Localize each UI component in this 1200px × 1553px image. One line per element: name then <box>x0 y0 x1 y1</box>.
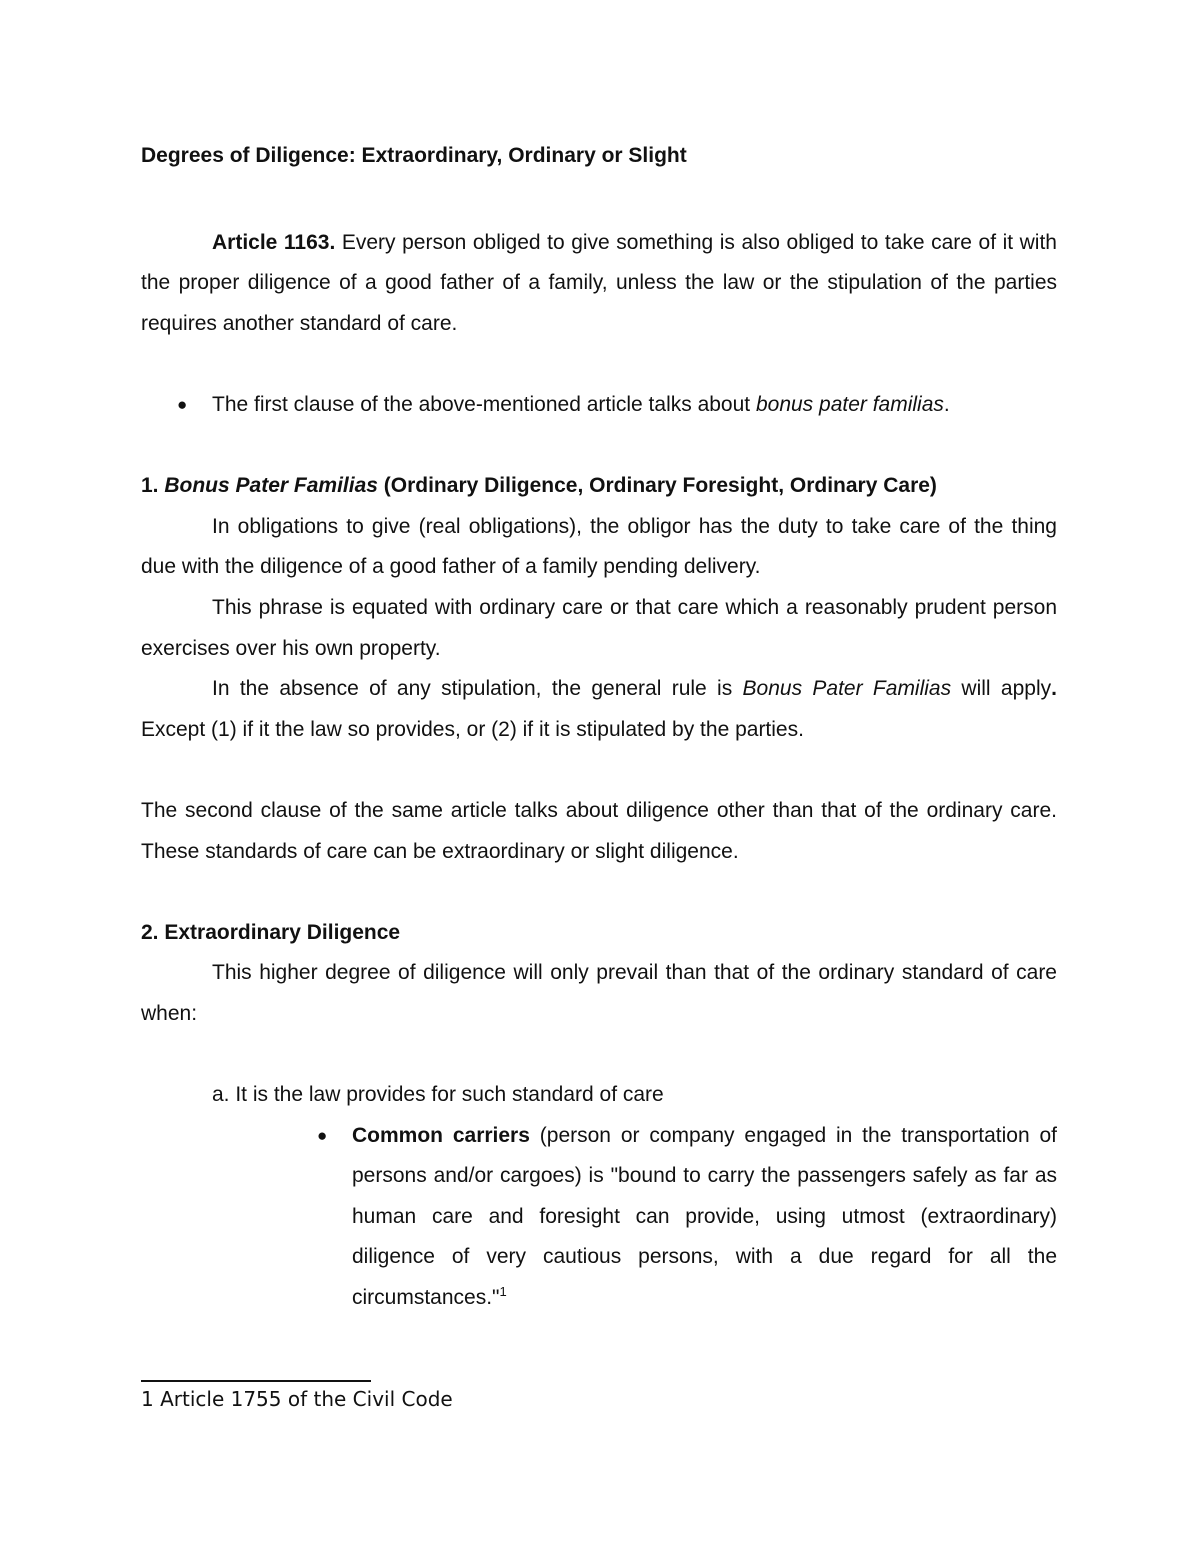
common-carriers-text: (person or company engaged in the transportation of persons and/or cargoes) is "bound to carry the passengers safely as far as human care and foresight can provide, using utmost (extraordinary) diligence of very cautious persons, with a due regard for all the circumstances." <box>352 1123 1057 1310</box>
spacer <box>141 344 1057 385</box>
section1-heading <box>141 466 1057 507</box>
article-text: Every person obliged to give something is also obliged to take care of it with the proper diligence of a good father of a family, unless the law or the stipulation of the parties requires another standard of care. <box>141 230 1057 335</box>
spacer <box>141 872 1057 913</box>
bullet-item-first-clause <box>141 385 1057 426</box>
bullet-emphasis: bonus pater familias <box>755 392 944 416</box>
common-carriers-label: Common carriers <box>352 1123 530 1147</box>
spacer <box>141 750 1057 791</box>
spacer <box>141 182 1057 223</box>
section1-paragraph-3 <box>141 669 1057 750</box>
bullet-item-common-carriers <box>141 1116 1057 1319</box>
section1-heading-italic: Bonus Pater Familias <box>164 474 378 498</box>
para3-start: In the absence of any stipulation, the general rule is <box>212 677 743 701</box>
second-clause-paragraph: The second clause of the same article talks about diligence other than that of the ordinary care. These standards of care can be extraordinary or slight diligence. <box>141 798 1057 863</box>
bullet-end: . <box>943 392 950 416</box>
para3-end: Except (1) if it the law so provides, or (2) if it is stipulated by the parties. <box>141 717 804 741</box>
section1-number: 1. <box>141 474 165 498</box>
section1-paragraph-2: This phrase is equated with ordinary care or that care which a reasonably prudent person exercises over his own property. <box>141 595 1057 660</box>
article-label: Article 1163. <box>212 230 336 254</box>
document-title: Degrees of Diligence: Extraordinary, Ordinary or Slight <box>141 144 687 167</box>
section2-heading: 2. Extraordinary Diligence <box>141 920 401 944</box>
document-page <box>141 130 1057 1319</box>
bullet-icon: ● <box>317 1125 328 1145</box>
section2-paragraph-1: This higher degree of diligence will only prevail than that of the ordinary standard of care when: <box>141 961 1057 1025</box>
para3-italic: Bonus Pater Familias <box>742 677 952 701</box>
list-item-a: a. It is the law provides for such standard of care <box>212 1083 664 1107</box>
bullet-text: The first clause of the above-mentioned article talks about <box>212 392 756 416</box>
para3-bold: . <box>1051 677 1057 701</box>
footnote: 1 Article 1755 of the Civil Code <box>141 1387 453 1411</box>
footnote-separator <box>141 1380 371 1382</box>
article-paragraph <box>141 223 1057 345</box>
para3-mid: will apply <box>951 677 1052 701</box>
footnote-reference: 1 <box>499 1284 507 1300</box>
bullet-icon: ● <box>177 394 188 414</box>
section1-paragraph-1: In obligations to give (real obligations), the obligor has the duty to take care of the thing due with the diligence of a good father of a family pending delivery. <box>141 514 1057 579</box>
spacer <box>141 1034 1057 1075</box>
section1-heading-rest: (Ordinary Diligence, Ordinary Foresight, Ordinary Care) <box>377 474 937 498</box>
spacer <box>141 426 1057 467</box>
